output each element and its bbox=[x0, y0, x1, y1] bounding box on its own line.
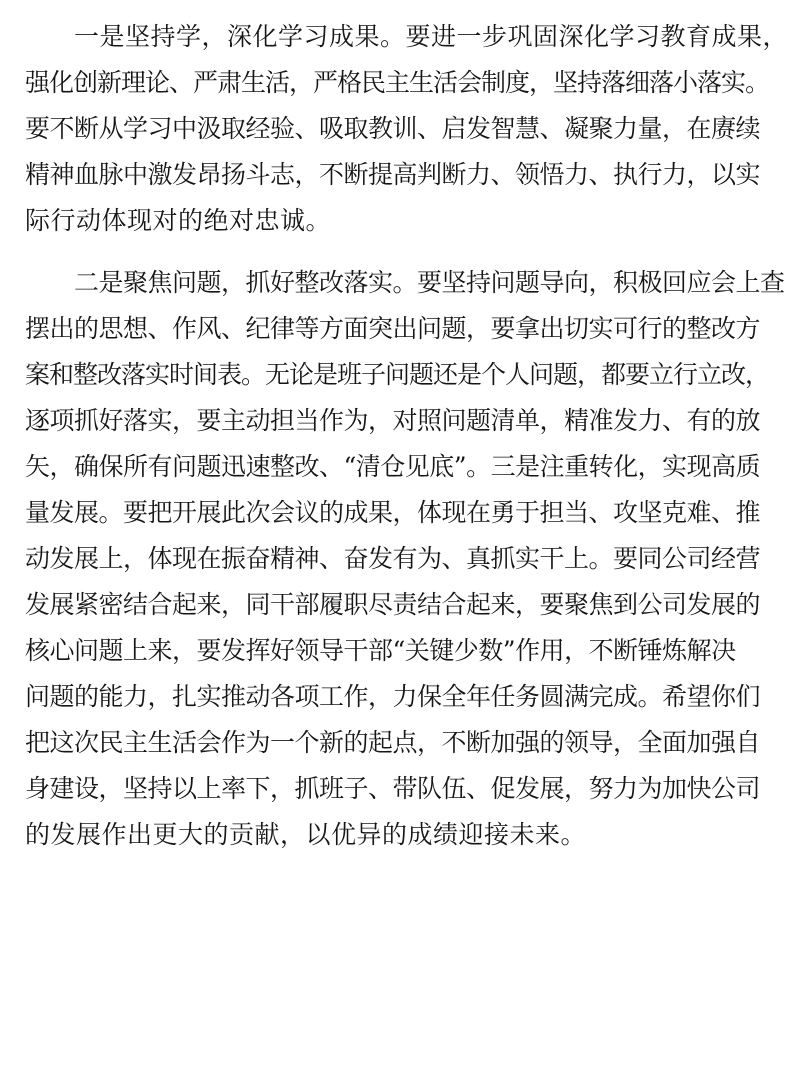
text-line-4: 精神血脉中激发昂扬斗志，不断提高判断力、领悟力、执行力，以实 bbox=[25, 160, 761, 189]
text-line-8: 案和整改落实时间表。无论是班子问题还是个人问题，都要立行立改， bbox=[25, 360, 770, 389]
text-line-5: 际行动体现对的绝对忠诚。 bbox=[25, 206, 332, 235]
text-line-9: 逐项抓好落实，要主动担当作为，对照问题清单，精准发力、有的放 bbox=[25, 406, 761, 435]
text-line-10: 矢，确保所有问题迅速整改、“清仓见底”。三是注重转化，实现高质 bbox=[25, 452, 761, 481]
text-line-12: 动发展上，体现在振奋精神、奋发有为、真抓实干上。要同公司经营 bbox=[25, 544, 761, 573]
text-line-2: 强化创新理论、严肃生活，严格民主生活会制度，坚持落细落小落实。 bbox=[25, 68, 770, 97]
text-line-11: 量发展。要把开展此次会议的成果，体现在勇于担当、攻坚克难、推 bbox=[25, 498, 761, 527]
text-line-15: 问题的能力，扎实推动各项工作，力保全年任务圆满完成。希望你们 bbox=[25, 682, 761, 711]
text-line-17: 身建设，坚持以上率下，抓班子、带队伍、促发展，努力为加快公司 bbox=[25, 774, 761, 803]
text-line-16: 把这次民主生活会作为一个新的起点，不断加强的领导，全面加强自 bbox=[25, 728, 761, 757]
text-line-6: 二是聚焦问题，抓好整改落实。要坚持问题导向，积极回应会上查 bbox=[74, 268, 785, 297]
text-line-13: 发展紧密结合起来，同干部履职尽责结合起来，要聚焦到公司发展的 bbox=[25, 590, 761, 619]
text-line-7: 摆出的思想、作风、纪律等方面突出问题，要拿出切实可行的整改方 bbox=[25, 314, 761, 343]
text-line-3: 要不断从学习中汲取经验、吸取教训、启发智慧、凝聚力量，在赓续 bbox=[25, 114, 761, 143]
text-line-18: 的发展作出更大的贡献，以优异的成绩迎接未来。 bbox=[25, 820, 587, 849]
text-line-1: 一是坚持学，深化学习成果。要进一步巩固深化学习教育成果， bbox=[74, 22, 789, 51]
text-line-14: 核心问题上来，要发挥好领导干部“关键少数”作用，不断锤炼解决 bbox=[25, 636, 736, 665]
